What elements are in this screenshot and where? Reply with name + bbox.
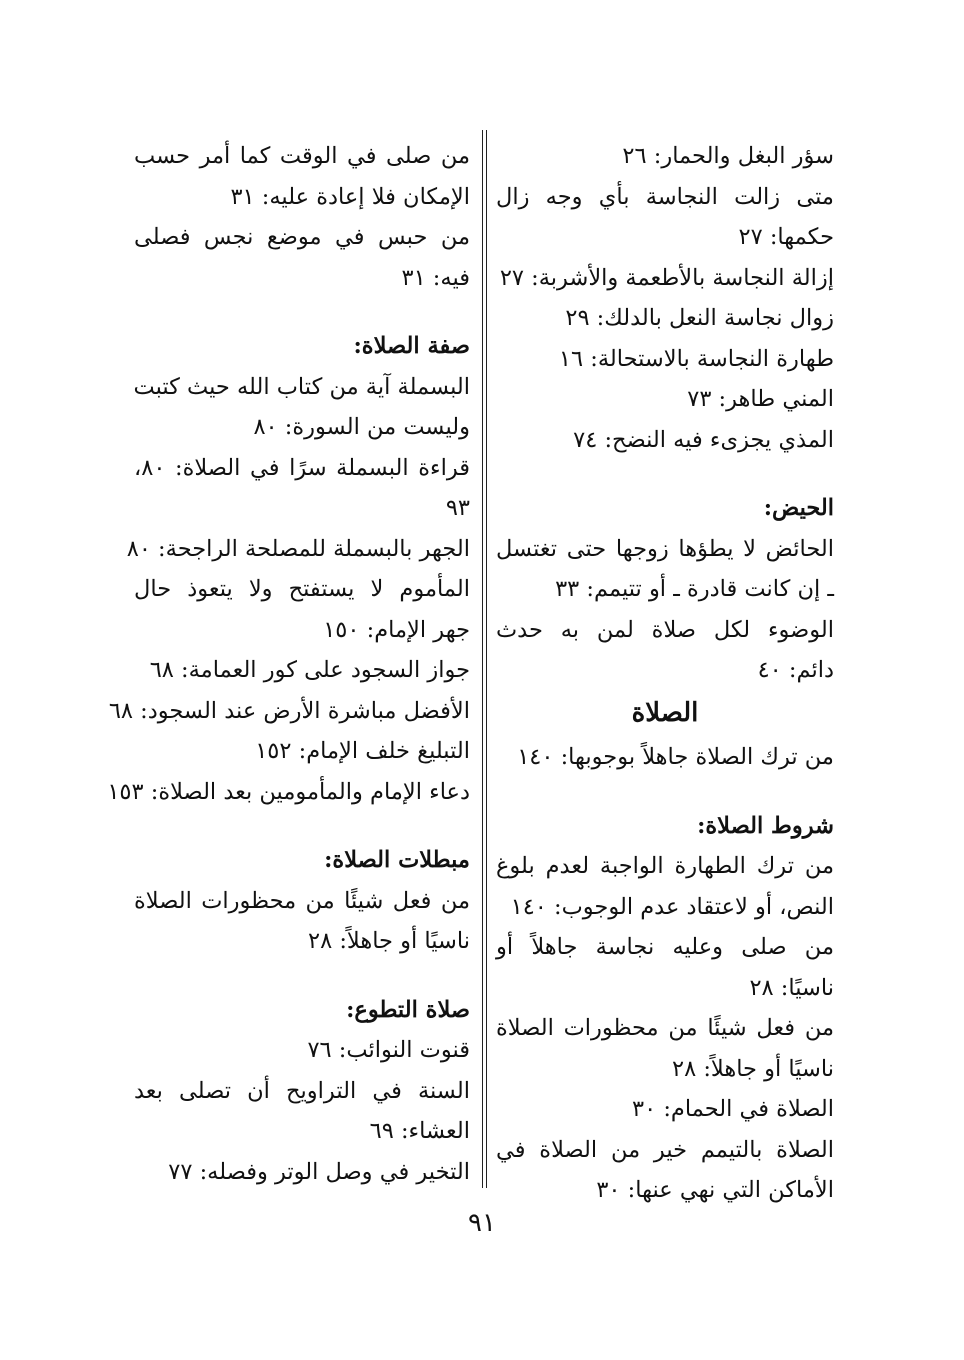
index-entry	[496, 379, 834, 420]
right-column	[496, 136, 834, 1211]
entry-group	[496, 846, 834, 1211]
section-heading-tatawwu: صلاة التطوع:	[346, 996, 470, 1023]
index-entry-line: دعاء الإمام والمأمومين بعد الصلاة: ١٥٣	[107, 778, 470, 805]
index-entry-line: ناسيًا أو جاهلاً: ٢٨	[672, 1055, 834, 1082]
index-entry-line: إزالة النجاسة بالأطعمة والأشربة: ٢٧	[499, 264, 834, 291]
index-entry-line: من صلى وعليه نجاسة جاهلاً أو	[496, 934, 834, 960]
index-entry-line: دائم: ٤٠	[757, 657, 834, 683]
entry-group	[134, 881, 470, 962]
index-entry-line: من فعل شيئًا من محظورات الصلاة	[134, 887, 470, 914]
index-entry	[134, 1152, 470, 1193]
index-entry	[496, 177, 834, 258]
index-entry	[134, 731, 470, 772]
index-entry	[108, 691, 470, 732]
index-entry-line: حكمها: ٢٧	[738, 224, 834, 250]
index-entry-line: السنة في التراويح أن تصلى بعد	[134, 1077, 470, 1104]
entry-group	[496, 737, 834, 778]
index-entry	[496, 339, 834, 380]
index-entry	[496, 529, 834, 610]
index-entry-line: متى زالت النجاسة بأي وجه زال	[496, 183, 834, 210]
index-entry-line: العشاء: ٦٩	[369, 1118, 470, 1144]
section-heading-shurut: شروط الصلاة:	[697, 812, 834, 839]
section-heading-mubtilat: مبطلات الصلاة:	[324, 847, 470, 873]
entry-group	[107, 367, 470, 813]
index-entry-line: من ترك الطهارة الواجبة لعدم بلوغ	[496, 853, 834, 879]
index-entry	[496, 610, 834, 691]
index-entry-line: فيه: ٣١	[401, 264, 470, 291]
index-entry-line: الحائض لا يطؤها زوجها حتى تغتسل	[496, 535, 834, 562]
index-entry-line: المني طاهر: ٧٣	[687, 386, 834, 412]
index-entry	[134, 881, 470, 962]
column-divider-line	[482, 130, 483, 1188]
page-number: ٩١	[468, 1208, 496, 1238]
index-entry	[496, 420, 834, 461]
index-entry	[496, 737, 834, 778]
index-entry-line: من صلى في الوقت كما أمر حسب	[134, 143, 470, 169]
index-entry-line: زوال نجاسة النعل بالدلك: ٢٩	[565, 305, 834, 331]
column-divider-line	[486, 130, 487, 1188]
index-entry-line: المذي يجزىء فيه النضح: ٧٤	[573, 426, 834, 453]
index-entry	[134, 136, 470, 217]
index-entry	[134, 217, 470, 298]
index-entry	[496, 298, 834, 339]
index-entry-line: الأفضل مباشرة الأرض عند السجود: ٦٨	[108, 697, 470, 724]
chapter-heading-salat: الصلاة	[631, 697, 699, 728]
index-entry	[107, 772, 470, 813]
section-heading-sifa: صفة الصلاة:	[353, 333, 470, 359]
index-entry-line: ناسيًا: ٢٨	[749, 974, 834, 1001]
index-entry-line: الصلاة في الحمام: ٣٠	[632, 1096, 834, 1122]
index-entry-line: ـ إن كانت قادرة ـ أو تتيمم: ٣٣	[555, 576, 834, 602]
index-entry-line: طهارة النجاسة بالاستحالة: ١٦	[558, 345, 834, 372]
index-entry-line: الصلاة بالتيمم خير من الصلاة في	[496, 1136, 834, 1163]
index-entry-line: من ترك الصلاة جاهلاً بوجوبها: ١٤٠	[517, 744, 834, 770]
section-heading-hayd: الحيض:	[763, 495, 834, 521]
index-entry-line: جهر الإمام: ١٥٠	[323, 616, 470, 643]
index-entry	[496, 1089, 834, 1130]
index-entry	[134, 1030, 470, 1071]
index-entry-line: المأموم لا يستفتح ولا يتعوذ حال	[134, 576, 470, 602]
index-entry	[496, 1008, 834, 1089]
index-entry-line: الأماكن التي نهي عنها: ٣٠	[596, 1177, 834, 1203]
index-entry-line: النص، أو لاعتقاد عدم الوجوب: ١٤٠	[510, 893, 834, 920]
index-entry-line: من حبس في موضع نجس فصلى	[134, 224, 470, 250]
index-entry-line: الجهر بالبسملة للمصلحة الراجحة: ٨٠	[126, 535, 470, 562]
left-column	[107, 136, 470, 1192]
index-entry	[134, 569, 470, 650]
index-entry-line: ناسيًا أو جاهلاً: ٢٨	[308, 928, 470, 954]
index-entry-line: جواز السجود على كور العمامة: ٦٨	[149, 657, 470, 683]
index-entry	[496, 258, 834, 299]
index-entry	[496, 927, 834, 1008]
index-entry-line: ٩٣	[445, 495, 470, 521]
index-entry	[134, 1071, 470, 1152]
index-entry-line: وليست من السورة: ٨٠	[253, 414, 470, 440]
index-entry	[496, 136, 834, 177]
entry-group	[134, 136, 470, 298]
entry-group	[496, 136, 834, 460]
entry-group	[134, 1030, 470, 1192]
index-entry-line: من فعل شيئًا من محظورات الصلاة	[496, 1015, 834, 1041]
index-entry-line: التبليغ خلف الإمام: ١٥٢	[255, 738, 470, 764]
index-entry-line: الوضوء لكل صلاة لمن به حدث	[496, 616, 834, 643]
index-entry-line: التخير في وصل الوتر وفصله: ٧٧	[168, 1158, 470, 1185]
index-entry	[126, 529, 470, 570]
index-entry-line: سؤر البغل والحمار: ٢٦	[622, 143, 834, 169]
index-entry-line: الإمكان فلا إعادة عليه: ٣١	[230, 183, 470, 210]
index-entry	[134, 367, 470, 448]
index-entry	[496, 1130, 834, 1211]
index-entry-line: قنوت النوائب: ٧٦	[307, 1037, 470, 1063]
index-entry	[134, 448, 470, 529]
entry-group	[496, 529, 834, 691]
index-entry-line: البسملة آية من كتاب الله حيث كتبت	[133, 373, 470, 400]
index-entry	[496, 846, 834, 927]
index-entry	[134, 650, 470, 691]
index-entry-line: قراءة البسملة سرًا في الصلاة: ٨٠،	[134, 454, 470, 481]
